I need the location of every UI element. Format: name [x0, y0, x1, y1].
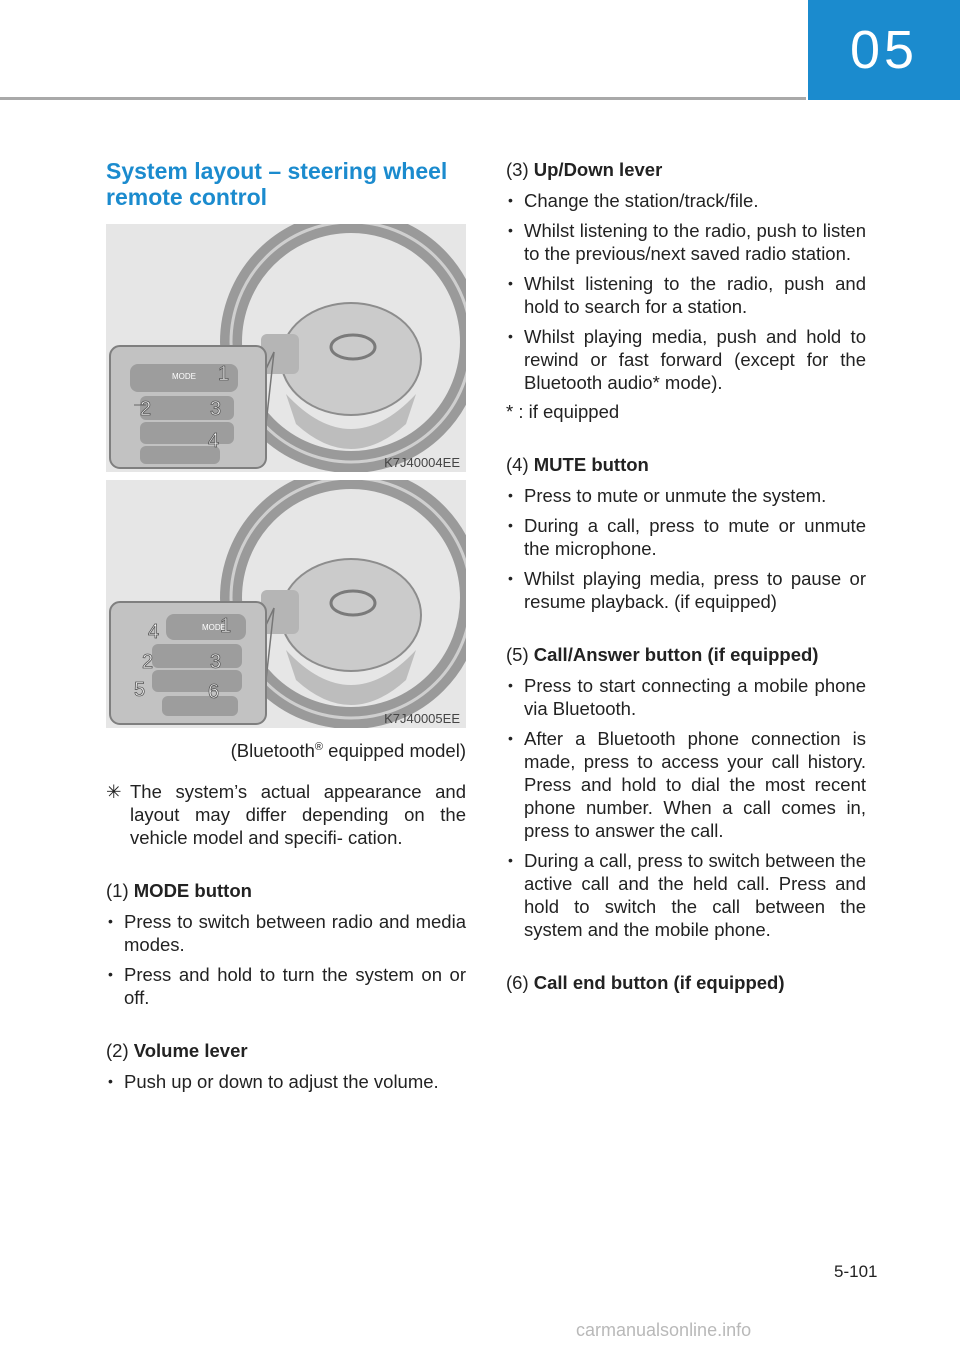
item-label: MUTE button: [533, 454, 649, 475]
item-label: MODE button: [133, 880, 252, 901]
item-heading: [506, 643, 866, 666]
item-heading: [106, 879, 466, 902]
item-num: (4): [506, 454, 529, 475]
chapter-tab: 05: [808, 0, 960, 100]
item-num: (2): [106, 1040, 129, 1061]
page-number: 5-101: [834, 1262, 878, 1281]
item-num: (3): [506, 159, 529, 180]
item-1: [106, 879, 466, 1009]
callout-4: 4: [208, 430, 220, 452]
bullet-list: [106, 910, 466, 1009]
item-label: Up/Down lever: [533, 159, 663, 180]
steering-wheel-illustration: [106, 480, 466, 728]
figure-code: K7J40005EE: [384, 711, 460, 726]
figure-caption: [106, 740, 466, 762]
item-heading: [106, 1039, 466, 1062]
bullet-list: [506, 189, 866, 394]
bullet-item: • Press to start connecting a mobile phone via Bluetooth.: [506, 674, 866, 720]
callout-4: 4: [148, 621, 160, 643]
steering-wheel-illustration: [106, 224, 466, 472]
bullet-list: [506, 484, 866, 613]
bullet-item: • Whilst listening to the radio, push to listen to the previous/next saved radio station.: [506, 219, 866, 265]
item-2: [106, 1039, 466, 1093]
bullet-item: • Change the station/track/file.: [506, 189, 866, 212]
item-heading: [506, 971, 866, 994]
note: [106, 780, 466, 849]
item-heading: [506, 453, 866, 476]
callout-1: 1: [220, 615, 232, 637]
callout-2: 2: [140, 398, 152, 420]
callout-3: 3: [210, 651, 222, 673]
bullet-item: • Whilst listening to the radio, push and hold to search for a station.: [506, 272, 866, 318]
bullet-item: • Press and hold to turn the system on or off.: [106, 963, 466, 1009]
item-num: (1): [106, 880, 129, 901]
bullet-item: • Whilst playing media, press to pause or resume playback. (if equipped): [506, 567, 866, 613]
right-column: [506, 158, 866, 1002]
bullet-item: • Push up or down to adjust the volume.: [106, 1070, 466, 1093]
item-4: [506, 453, 866, 613]
callout-2: 2: [142, 651, 154, 673]
bullet-item: • During a call, press to switch between the active call and the held call. Press and hold to switch the call between the system and the mobile phone.: [506, 849, 866, 941]
footnote: * : if equipped: [506, 401, 620, 422]
item-heading: [506, 158, 866, 181]
watermark: carmanualsonline.info: [576, 1320, 752, 1340]
mode-button-label: MODE: [202, 623, 226, 632]
item-label: Call end button (if equipped): [533, 972, 785, 993]
callout-3: 3: [210, 398, 222, 420]
item-label: Volume lever: [133, 1040, 248, 1061]
bullet-list: [506, 674, 866, 941]
bullet-item: • During a call, press to mute or unmute the microphone.: [506, 514, 866, 560]
section-title: System layout – steering wheel remote control: [106, 158, 448, 210]
bullet-item: • Press to switch between radio and media modes.: [106, 910, 466, 956]
caption-prefix: (Bluetooth: [230, 740, 315, 761]
item-num: (6): [506, 972, 529, 993]
item-6: [506, 971, 866, 994]
item-label: Call/Answer button (if equipped): [533, 644, 819, 665]
bullet-item: • After a Bluetooth phone connection is made, press to access your call history. Press and hold to dial the most recent phone number. When a call comes in, press to answer the call.: [506, 727, 866, 842]
bullet-item: • Whilst playing media, push and hold to rewind or fast forward (except for the Bluetooth audio* mode).: [506, 325, 866, 394]
item-num: (5): [506, 644, 529, 665]
note-mark-icon: ✳: [106, 781, 122, 802]
caption-suffix: equipped model): [323, 740, 466, 761]
header-rule: [0, 97, 806, 100]
left-column: [106, 158, 466, 1123]
note-text: The system’s actual appearance and layout may differ depending on the vehicle model and specifi- cation.: [130, 781, 466, 848]
callout-5: 5: [134, 679, 146, 701]
figure-code: K7J40004EE: [384, 455, 460, 470]
mode-button-label: MODE: [172, 372, 196, 381]
bullet-item: • Press to mute or unmute the system.: [506, 484, 866, 507]
steering-wheel-figure-2: [106, 480, 466, 728]
bullet-list: [106, 1070, 466, 1093]
callout-1: 1: [218, 363, 230, 385]
item-3: [506, 158, 866, 423]
steering-wheel-figure-1: [106, 224, 466, 472]
item-5: [506, 643, 866, 941]
caption-reg: ®: [314, 740, 324, 753]
callout-6: 6: [208, 681, 220, 703]
